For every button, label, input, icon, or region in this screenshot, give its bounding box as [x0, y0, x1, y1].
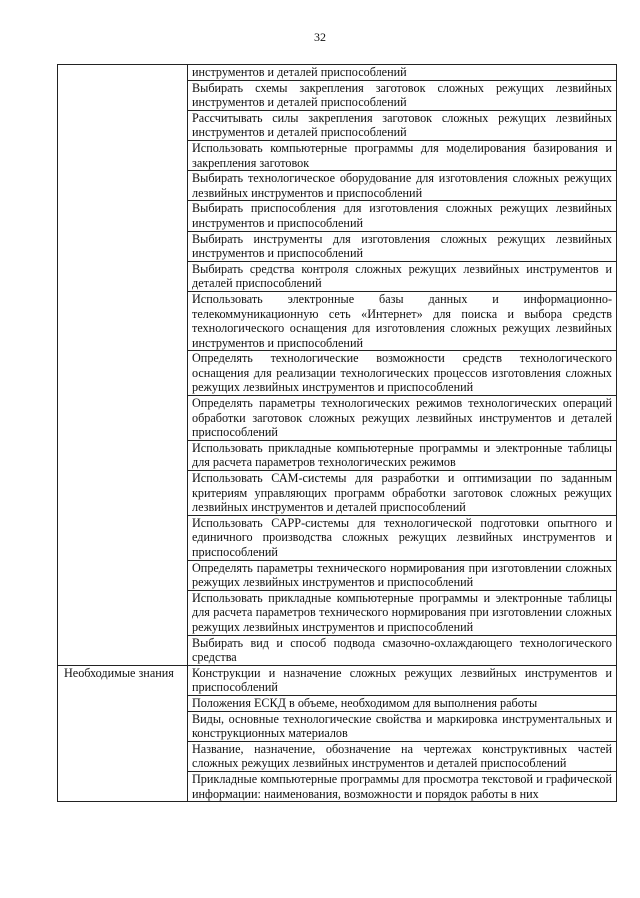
table-cell: Выбирать технологическое оборудование для изготовления сложных режущих лезвийных инструментов и приспособлений: [188, 171, 617, 201]
table-cell: Прикладные компьютерные программы для просмотра текстовой и графической информации: наименования, возможности и порядок работы в них: [188, 771, 617, 801]
table-cell: Рассчитывать силы закрепления заготовок сложных режущих лезвийных инструментов и деталей приспособлений: [188, 110, 617, 140]
table-cell: Использовать электронные базы данных и информационно-телекоммуникационную сеть «Интернет» для поиска и выбора средств технологического оснащения для изготовления сложных режущих лезвийных инструментов и приспособлений: [188, 291, 617, 350]
table-cell: Выбирать вид и способ подвода смазочно-охлаждающего технологического средства: [188, 635, 617, 665]
table-row: [58, 665, 617, 695]
table-cell: Выбирать средства контроля сложных режущих лезвийных инструментов и деталей приспособлений: [188, 261, 617, 291]
table-cell: Выбирать инструменты для изготовления сложных режущих лезвийных инструментов и приспособлений: [188, 231, 617, 261]
table-cell: Определять параметры технологических режимов технологических операций обработки заготовок сложных режущих лезвийных инструментов и деталей приспособлений: [188, 396, 617, 441]
table-cell: Выбирать приспособления для изготовления сложных режущих лезвийных инструментов и приспособлений: [188, 201, 617, 231]
table-row: [58, 65, 617, 81]
table-cell: Виды, основные технологические свойства и маркировка инструментальных и конструкционных материалов: [188, 711, 617, 741]
section-header-cell: [58, 65, 188, 666]
requirements-table: [57, 64, 617, 802]
table-cell: Использовать САРР-системы для технологической подготовки опытного и единичного производства сложных режущих лезвийных инструментов и приспособлений: [188, 515, 617, 560]
table-cell: Использовать прикладные компьютерные программы и электронные таблицы для расчета параметров технического нормирования при изготовлении сложных режущих лезвийных инструментов и приспособлений: [188, 590, 617, 635]
table-cell: Определять технологические возможности средств технологического оснащения для реализации технологических процессов изготовления сложных режущих лезвийных инструментов и приспособлений: [188, 351, 617, 396]
page-number: 32: [314, 30, 326, 44]
table-cell: Определять параметры технического нормирования при изготовлении сложных режущих лезвийных инструментов и приспособлений: [188, 560, 617, 590]
table-cell: инструментов и деталей приспособлений: [188, 65, 617, 81]
table-cell: Использовать прикладные компьютерные программы и электронные таблицы для расчета параметров технологических режимов: [188, 440, 617, 470]
table-cell: Положения ЕСКД в объеме, необходимом для выполнения работы: [188, 695, 617, 711]
table-cell: Использовать САМ-системы для разработки и оптимизации по заданным критериям управляющих программ обработки заготовок сложных режущих лезвийных инструментов и деталей приспособлений: [188, 471, 617, 516]
table-cell: Выбирать схемы закрепления заготовок сложных режущих лезвийных инструментов и деталей приспособлений: [188, 80, 617, 110]
table-cell: Конструкции и назначение сложных режущих лезвийных инструментов и приспособлений: [188, 665, 617, 695]
table-cell: Использовать компьютерные программы для моделирования базирования и закрепления заготовок: [188, 140, 617, 170]
table-cell: Название, назначение, обозначение на чертежах конструктивных частей сложных режущих лезвийных инструментов и деталей приспособлений: [188, 741, 617, 771]
section-header-cell: Необходимые знания: [58, 665, 188, 801]
